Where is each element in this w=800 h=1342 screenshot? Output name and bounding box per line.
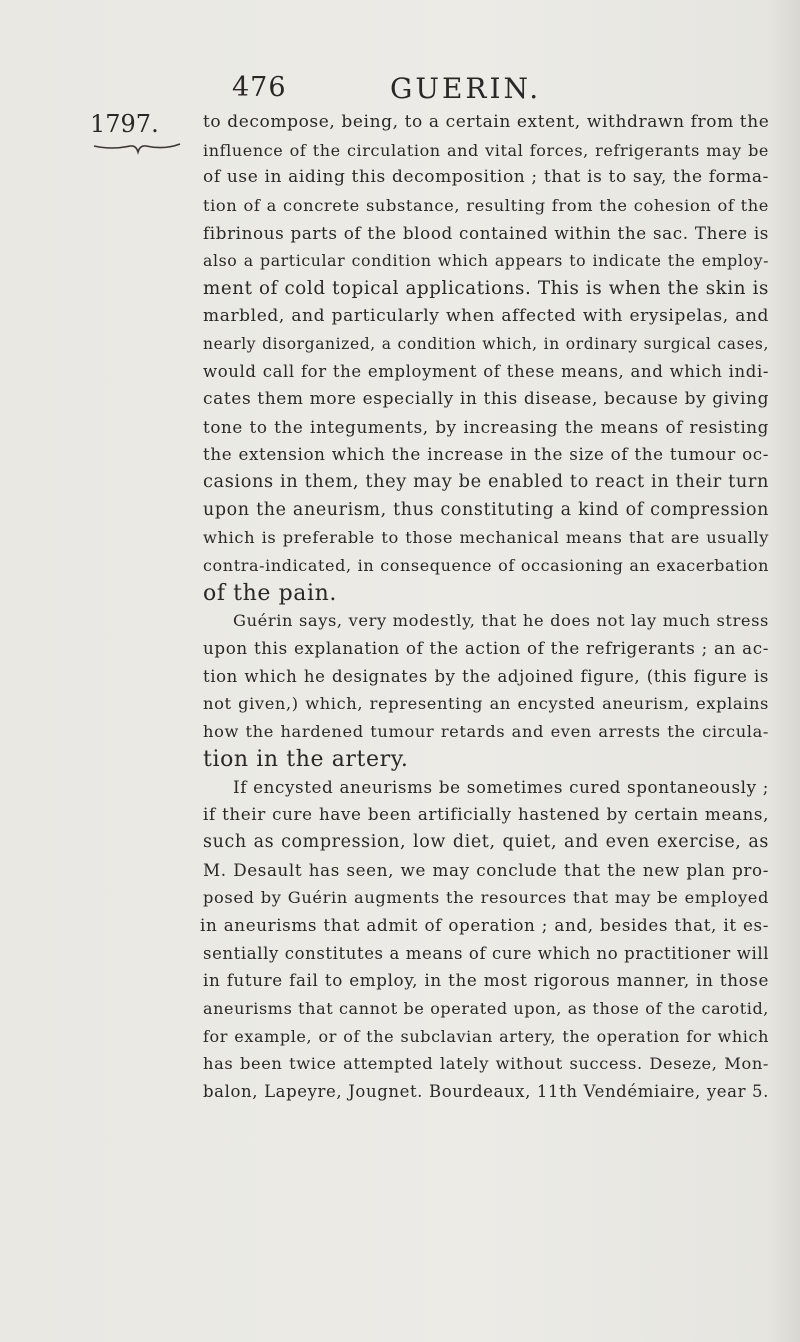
text-line: aneurisms that cannot be operated upon, as those of the carotid, [203, 999, 769, 1018]
text-line: sentially constitutes a means of cure which no practitioner will [203, 943, 770, 963]
text-line: casions in them, they may be enabled to react in their turn [203, 471, 769, 492]
text-line: balon, Lapeyre, Jougnet. Bourdeaux, 11th Vendémiaire, year 5. [203, 1082, 769, 1102]
running-head [0, 72, 800, 108]
text-line: contra-indicated, in consequence of occasioning an exacerbation [203, 556, 769, 575]
text-line: of use in aiding this decomposition ; that is to say, the forma- [203, 167, 769, 188]
text-line: for example, or of the subclavian artery, the operation for which [203, 1026, 769, 1046]
text-line: if their cure have been artificially hastened by certain means, [203, 804, 769, 825]
text-line: to decompose, being, to a certain extent, withdrawn from the [203, 112, 770, 132]
text-line: ment of cold topical applications. This is when the skin is [203, 278, 769, 300]
text-line: fibrinous parts of the blood contained within the sac. There is [203, 222, 769, 243]
text-line: which is preferable to those mechanical means that are usually [203, 528, 769, 548]
margin-year: 1797. [90, 110, 159, 138]
text-line: upon this explanation of the action of the refrigerants ; an ac- [203, 638, 769, 659]
text-line: M. Desault has seen, we may conclude that the new plan pro- [203, 859, 769, 880]
text-line: such as compression, low diet, quiet, and even exercise, as [203, 831, 769, 852]
body-text [200, 109, 770, 1106]
page-number: 476 [232, 72, 287, 103]
text-line: tion which he designates by the adjoined figure, (this figure is [203, 666, 769, 686]
text-line: If encysted aneurisms be sometimes cured spontaneously ; [233, 776, 769, 797]
text-line: in future fail to employ, in the most rigorous manner, in those [203, 970, 769, 991]
text-line: tion of a concrete substance, resulting from the cohesion of the [203, 196, 769, 216]
text-line: posed by Guérin augments the resources that may be employed [203, 888, 769, 908]
margin-brace-icon [92, 140, 182, 158]
text-line: tone to the integuments, by increasing the means of resisting [203, 416, 769, 437]
text-line: cates them more especially in this disease, because by giving [203, 388, 770, 409]
text-line: has been twice attempted lately without success. Deseze, Mon- [203, 1054, 769, 1074]
text-line: would call for the employment of these means, and which indi- [203, 362, 769, 382]
text-line: in aneurisms that admit of operation ; and, besides that, it es- [200, 914, 769, 935]
text-line: Guérin says, very modestly, that he does not lay much stress [233, 611, 769, 631]
text-line: also a particular condition which appears to indicate the employ- [203, 251, 769, 271]
text-line: of the pain. [203, 580, 338, 606]
text-line: influence of the circulation and vital forces, refrigerants may be [203, 140, 769, 160]
text-line: the extension which the increase in the size of the tumour oc- [203, 444, 769, 465]
text-line: not given,) which, representing an encysted aneurism, explains [203, 694, 769, 714]
text-line: upon the aneurism, thus constituting a kind of compression [203, 499, 769, 520]
text-line: how the hardened tumour retards and even arrests the circula- [203, 722, 769, 742]
running-title: GUERIN. [390, 72, 542, 105]
text-line: tion in the artery. [203, 746, 409, 772]
text-line: nearly disorganized, a condition which, in ordinary surgical cases, [203, 334, 769, 353]
text-line: marbled, and particularly when affected with erysipelas, and [203, 305, 769, 326]
